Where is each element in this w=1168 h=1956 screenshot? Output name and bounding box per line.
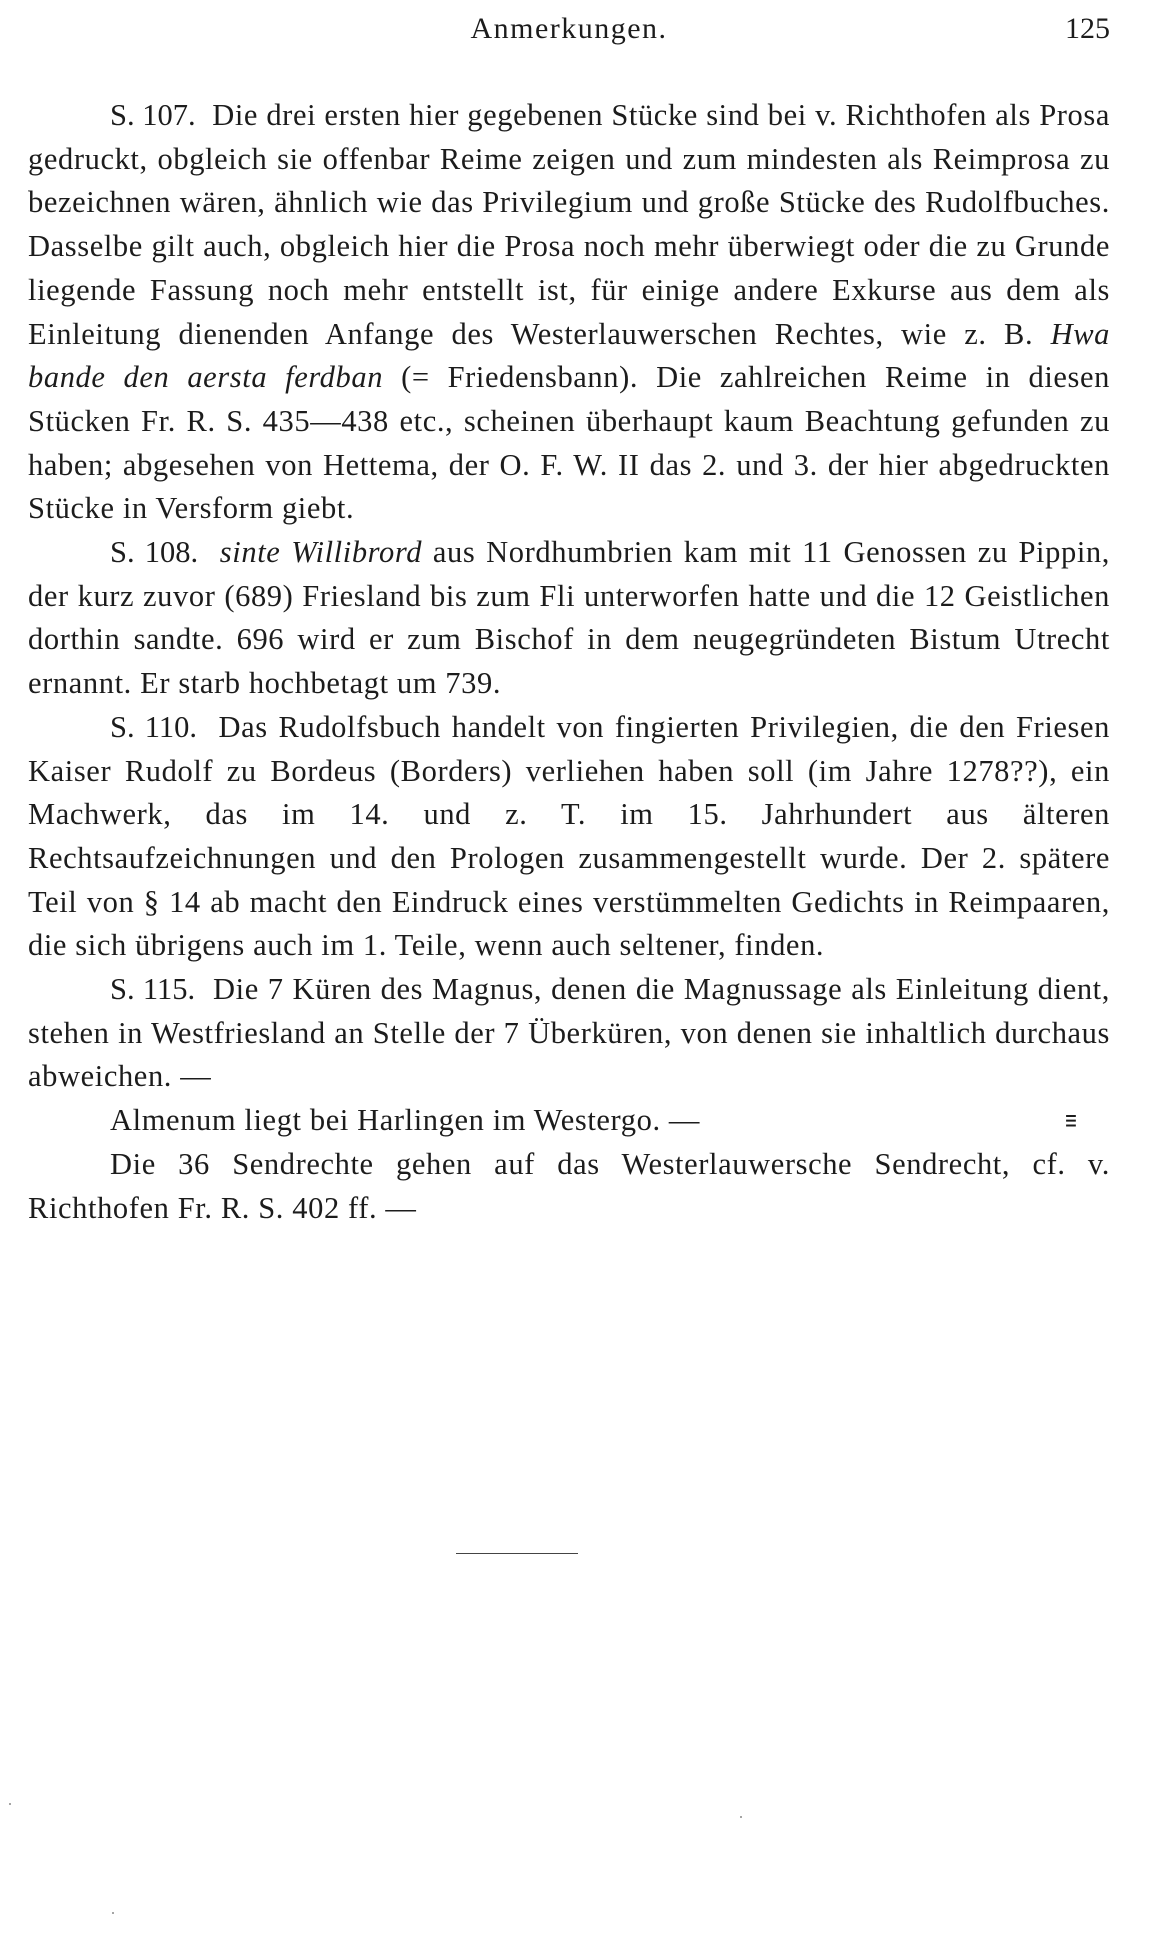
note-reference: S. 115. xyxy=(110,972,196,1007)
running-header xyxy=(28,12,1110,56)
paper-speck xyxy=(112,1912,114,1914)
paper-speck xyxy=(9,1803,11,1805)
note-text: Die drei ersten hier gegebenen Stücke sind bei v. Richthofen als Prosa gedruckt, obgleich sie offenbar Reime zeigen und zum mindesten als Reimprosa zu bezeichnen wären, ähnlich wie das Privilegium und große Stücke des Rudolfbuches. Dasselbe gilt auch, obgleich hier die Prosa noch mehr überwiegt oder die zu Grunde liegende Fassung noch mehr entstellt ist, für einige andere Exkurse aus dem als Einleitung dienenden Anfange des Westerlauwerschen Rechtes, wie z. B. xyxy=(28,98,1110,351)
note-text: aus Nordhumbrien kam mit 11 Genossen zu Pippin, der kurz zuvor (689) Friesland bis zum Fli unterworfen hatte und die 12 Geistlichen dorthin sandte. 696 wird er zum Bischof in dem neugegründeten Bistum Utrecht ernannt. Er starb hochbetagt um 739. xyxy=(28,535,1110,701)
note-text: Die 36 Sendrechte gehen auf das Westerlauwersche Sendrecht, cf. v. Richthofen Fr. R. S. 402 ff. — xyxy=(28,1146,1110,1225)
note-italic-phrase: Hwa bande den aersta ferdban xyxy=(28,316,1110,395)
note-s107 xyxy=(28,94,1110,531)
note-s115 xyxy=(28,968,1110,1099)
note-almenum xyxy=(28,1099,1110,1143)
note-s108 xyxy=(28,531,1110,706)
page-number: 125 xyxy=(1065,12,1110,45)
note-italic-phrase: sinte Willibrord xyxy=(219,535,423,570)
note-reference: S. 108. xyxy=(110,535,199,570)
note-reference: S. 110. xyxy=(110,709,197,744)
note-text: Die 7 Küren des Magnus, denen die Magnussage als Einleitung dient, stehen in Westfriesland an Stelle der 7 Überküren, von denen sie inhaltlich durchaus abweichen. — xyxy=(28,972,1110,1094)
note-text: (= Friedensbann). Die zahlreichen Reime in diesen Stücken Fr. R. S. 435—438 etc., scheinen überhaupt kaum Beachtung gefunden zu haben; abgesehen von Hettema, der O. F. W. II das 2. und 3. der hier abgedruckten Stücke in Versform giebt. xyxy=(28,360,1110,526)
marginal-mark-icon: ≡ xyxy=(1064,1106,1077,1137)
paper-speck xyxy=(740,1816,742,1818)
notes-body xyxy=(28,94,1110,1230)
note-reference: S. 107. xyxy=(110,98,196,132)
note-sendrechte xyxy=(28,1143,1110,1230)
note-s110 xyxy=(28,706,1110,968)
running-title: Anmerkungen. xyxy=(470,12,668,45)
note-text: Almenum liegt bei Harlingen im Westergo. — xyxy=(110,1103,701,1138)
note-text: Das Rudolfsbuch handelt von fingierten Privilegien, die den Friesen Kaiser Rudolf zu Bordeus (Borders) verliehen haben soll (im Jahre 1278??), ein Machwerk, das im 14. und z. T. im 15. Jahrhundert aus älteren Rechtsaufzeichnungen und den Prologen zusammengestellt wurde. Der 2. spätere Teil von § 14 ab macht den Eindruck eines verstümmelten Gedichts in Reimpaaren, die sich übrigens auch im 1. Teile, wenn auch seltener, finden. xyxy=(28,709,1110,963)
end-rule xyxy=(456,1553,578,1554)
